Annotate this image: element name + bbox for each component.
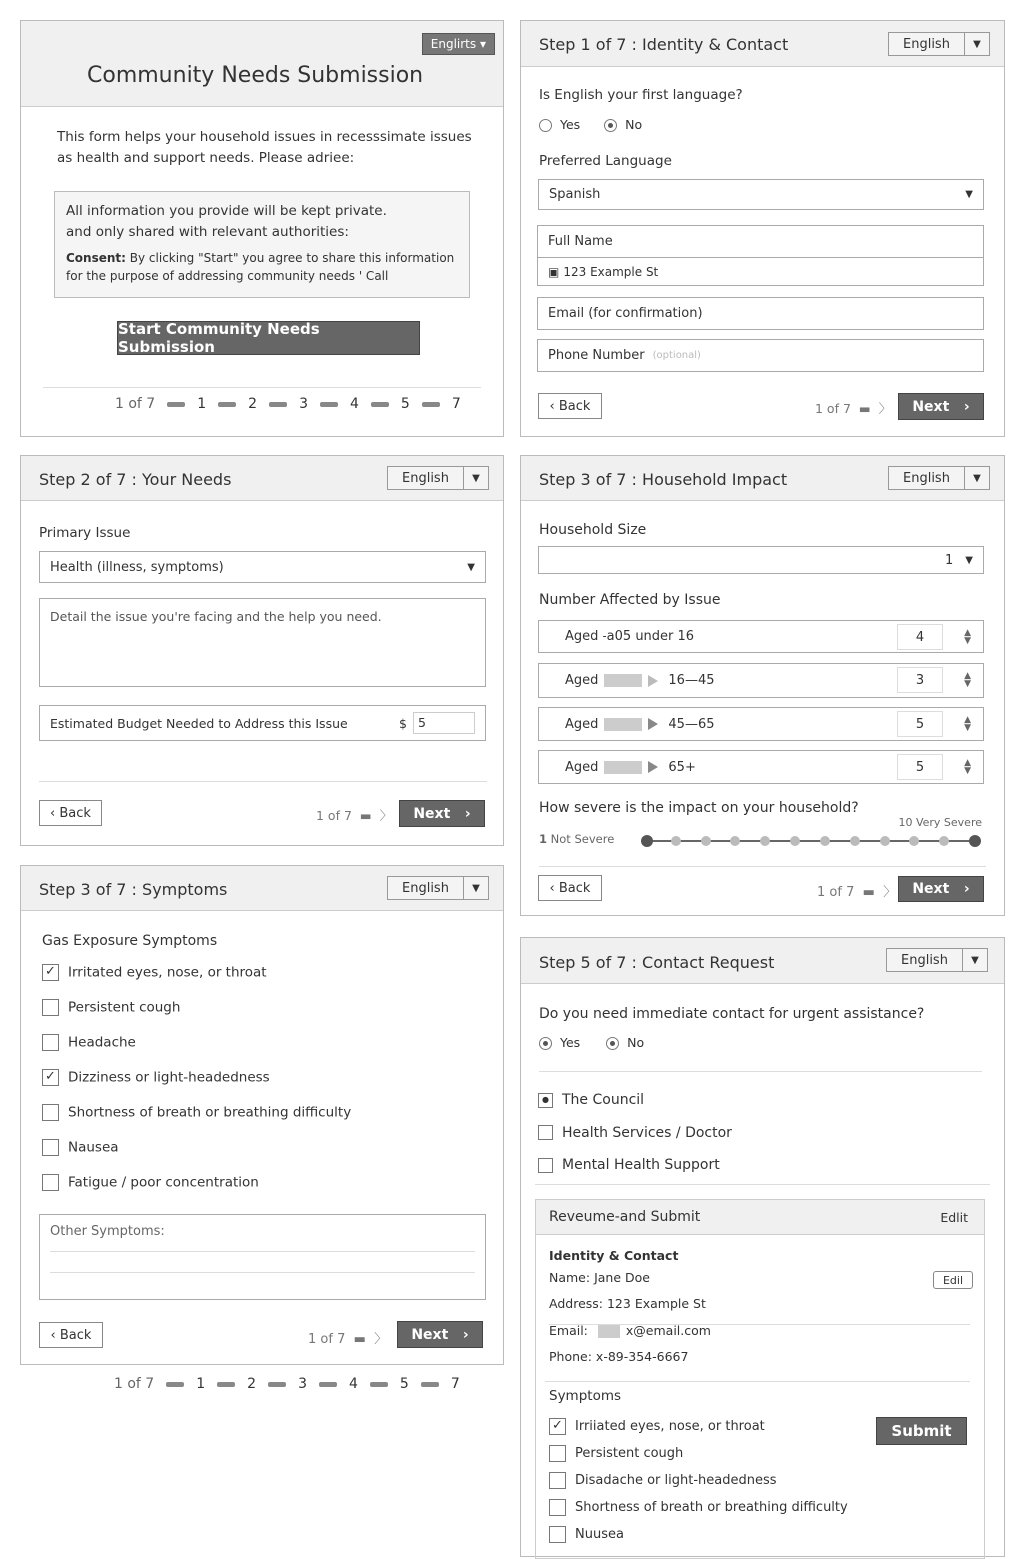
chevron-down-icon: ▼ (964, 467, 989, 489)
chevron-down-icon: ▼ (962, 949, 987, 971)
review-box (535, 1199, 985, 1559)
page-title: Community Needs Submission (87, 63, 424, 88)
symptom-label: Nuusea (575, 1527, 624, 1542)
preferred-language-label: Preferred Language (539, 153, 672, 169)
consent-label: Consent: (66, 251, 126, 265)
chevron-right-icon: › (462, 1326, 469, 1343)
language-value: English (903, 36, 950, 52)
min-label: 1 Not Severe (539, 832, 615, 846)
budget-input[interactable]: 5 (413, 712, 475, 734)
checkbox-icon[interactable] (42, 1139, 59, 1156)
urgent-question: Do you need immediate contact for urgent assistance? (539, 1006, 925, 1022)
language-value: English (903, 470, 950, 486)
privacy-line: All information you provide will be kept private. (66, 203, 387, 219)
slider-step[interactable] (701, 836, 711, 846)
pager-label: 1 of 7 (115, 396, 156, 412)
slider-step[interactable] (671, 836, 681, 846)
email-field[interactable]: Email (for confirmation) (537, 297, 984, 330)
step-title: Step 5 of 7 : Contact Request (539, 953, 775, 972)
step-link[interactable]: 4 (348, 1376, 358, 1392)
phone-field[interactable]: Phone Number (optional) (537, 339, 984, 372)
privacy-line: and only shared with relevant authorities: (66, 224, 349, 240)
symptom-label: Irriiated eyes, nose, or throat (575, 1419, 765, 1434)
symptom-checkbox[interactable] (42, 1034, 351, 1069)
language-value: English (901, 952, 948, 968)
language-value: English (402, 470, 449, 486)
review-title: Reveume-and Submit (549, 1209, 701, 1225)
max-label: 10 Very Severe (898, 816, 982, 829)
step-link[interactable]: 2 (247, 1376, 257, 1392)
consent-text: By clicking "Start" you agree to share this information (129, 251, 455, 265)
household-panel (520, 455, 1005, 916)
divider (539, 1071, 982, 1072)
symptom-label: Dizziness or light-headedness (68, 1069, 270, 1086)
count-input[interactable]: 4 (897, 624, 943, 650)
divider (43, 387, 481, 388)
dash (269, 402, 287, 407)
symptom-checkbox[interactable] (549, 1472, 848, 1499)
step-link[interactable]: 3 (299, 396, 308, 412)
review-edit-link[interactable]: Edlit (940, 1209, 968, 1225)
symptom-list (42, 964, 351, 1209)
symptom-label: Persistent cough (575, 1446, 684, 1461)
dash (218, 402, 236, 407)
contact-option[interactable]: Mental Health Support (538, 1149, 732, 1182)
language-radio-group (539, 117, 642, 132)
contact-option[interactable]: Health Services / Doctor (538, 1117, 732, 1150)
affected-row: Aged 16—45 3 ▲ ▼ (538, 663, 984, 698)
checkbox-icon[interactable] (549, 1445, 566, 1462)
chevron-down-icon: ▼ (467, 561, 475, 573)
household-size-select[interactable]: 1 ▼ (538, 546, 984, 574)
symptom-checkbox[interactable] (42, 964, 351, 999)
other-symptoms-textarea[interactable]: Other Symptoms: (39, 1214, 486, 1300)
slider-step[interactable] (760, 836, 770, 846)
divider (535, 1184, 990, 1185)
question-label: Is English your first language? (539, 87, 743, 103)
back-button[interactable]: ‹ Back (538, 875, 602, 901)
edit-identity-button[interactable]: Edil (933, 1271, 973, 1289)
intro-description: This form helps your household issues in recesssimate issues as health and support needs. Please adriee: (57, 129, 472, 166)
chevron-down-icon: ▼ (965, 554, 973, 566)
count-input[interactable]: 3 (897, 667, 943, 693)
step1-panel (520, 20, 1005, 437)
household-size-label: Household Size (539, 522, 647, 538)
step-link[interactable]: 1 (196, 1376, 206, 1392)
symptom-label: Headache (68, 1034, 136, 1051)
slider-step[interactable] (939, 836, 949, 846)
primary-issue-label: Primary Issue (39, 525, 131, 541)
checkbox-checked-icon[interactable]: ✓ (549, 1418, 566, 1435)
chevron-right-icon: › (963, 881, 970, 897)
step-link[interactable]: 3 (298, 1376, 307, 1392)
step-link[interactable]: 5 (399, 1376, 409, 1392)
slider-step[interactable] (909, 836, 919, 846)
chevron-down-icon: ▼ (463, 877, 488, 899)
next-button[interactable]: Next › (898, 393, 984, 420)
language-select[interactable] (387, 876, 489, 900)
preferred-language-select[interactable]: Spanish ▼ (538, 179, 984, 210)
privacy-box (54, 191, 470, 298)
stepper-icon[interactable]: ▲ ▼ (964, 715, 971, 733)
language-value: Englirts (430, 37, 477, 51)
slider-step[interactable] (730, 836, 740, 846)
contact-request-panel (520, 937, 1005, 1557)
symptom-label: Irritated eyes, nose, or throat (68, 964, 267, 981)
dash (320, 402, 338, 407)
language-select[interactable] (886, 948, 988, 972)
stepper-icon[interactable]: ▲ ▼ (964, 758, 971, 776)
radio-no[interactable]: No (606, 1035, 644, 1050)
step-title: Step 3 of 7 : Symptoms (39, 880, 228, 899)
step-link[interactable]: 2 (248, 396, 258, 412)
pager-label: 1 of 7 ▬ 〉 (308, 1332, 388, 1347)
chevron-down-icon: ▾ (479, 37, 486, 51)
chevron-down-icon: ▼ (463, 467, 488, 489)
contact-options (538, 1084, 732, 1182)
start-button[interactable]: Start Community Needs Submission (117, 321, 420, 355)
next-button[interactable]: Next › (898, 876, 984, 902)
contact-option[interactable]: ● The Council (538, 1084, 732, 1117)
consent-text: for the purpose of addressing community needs ' Call (66, 269, 389, 283)
affected-row: Aged ˗a05 under 16 4 ▲ ▼ (538, 620, 984, 653)
step-link[interactable]: 7 (451, 396, 461, 412)
full-name-field[interactable]: Full Name (537, 225, 984, 258)
bottom-step-pager (114, 1376, 460, 1392)
symptoms-heading: Symptoms (549, 1388, 622, 1404)
language-select[interactable] (387, 466, 489, 490)
symptoms-group-label: Gas Exposure Symptoms (42, 933, 218, 949)
language-select[interactable] (888, 32, 990, 56)
review-name: Name: Jane Doe (549, 1270, 650, 1285)
checkbox-icon[interactable] (42, 1034, 59, 1051)
step-link[interactable]: 7 (450, 1376, 460, 1392)
slider-step[interactable] (790, 836, 800, 846)
back-button[interactable]: ‹ Back (39, 800, 102, 826)
chevron-left-icon: ‹ (549, 398, 559, 414)
severity-question: How severe is the impact on your household? (539, 800, 859, 816)
chevron-right-icon: › (963, 398, 970, 415)
divider (539, 866, 986, 867)
step-title: Step 1 of 7 : Identity & Contact (539, 35, 789, 54)
review-address: Address: 123 Example St (549, 1296, 706, 1311)
radio-no[interactable]: No (604, 117, 642, 132)
affected-label: Number Affected by Issue (539, 592, 721, 608)
language-select[interactable] (888, 466, 990, 490)
count-input[interactable]: 5 (897, 754, 943, 780)
affected-row: Aged 45—65 5 ▲ ▼ (538, 707, 984, 741)
review-phone: Phone: x-89-354-6667 (549, 1349, 689, 1364)
symptom-checkbox[interactable] (42, 1139, 351, 1174)
chevron-right-icon: › (464, 805, 471, 822)
step-title: Step 3 of 7 : Household Impact (539, 470, 788, 489)
next-button[interactable]: Next › (399, 800, 485, 827)
identity-heading: Identity & Contact (549, 1248, 679, 1263)
language-select[interactable] (422, 33, 495, 55)
symptom-checkbox[interactable] (549, 1526, 848, 1553)
checkbox-icon[interactable] (42, 999, 59, 1016)
symptom-label: Disadache or light-headedness (575, 1473, 777, 1488)
pager-label: 1 of 7 ▬ 〉 (815, 401, 892, 416)
symptom-label: Shortness of breath or breathing difficulty (575, 1500, 848, 1515)
submit-button[interactable]: Submit (876, 1417, 967, 1445)
step-pager (115, 396, 461, 412)
symptom-checkbox[interactable] (549, 1418, 848, 1445)
checkbox-icon[interactable] (549, 1499, 566, 1516)
back-button[interactable]: ‹ Back (39, 1322, 103, 1348)
divider (545, 1381, 970, 1382)
dash (422, 402, 440, 407)
severity-slider[interactable] (641, 834, 981, 848)
symptom-checkbox[interactable] (549, 1499, 848, 1526)
step-title: Step 2 of 7 : Your Needs (39, 470, 232, 489)
intro-panel (20, 20, 504, 437)
chevron-down-icon: ▼ (964, 33, 989, 55)
chevron-down-icon: ▼ (965, 189, 973, 200)
checkbox-icon[interactable] (549, 1472, 566, 1489)
divider (39, 781, 487, 782)
affected-row: Aged 65+ 5 ▲ ▼ (538, 750, 984, 784)
review-email: Email: x@email.com (549, 1323, 711, 1338)
step-link[interactable]: 5 (400, 396, 410, 412)
symptom-label: Fatigue / poor concentration (68, 1174, 259, 1191)
checkbox-checked-icon[interactable]: ✓ (42, 964, 59, 981)
slider-step[interactable] (880, 836, 890, 846)
count-input[interactable]: 5 (897, 711, 943, 737)
dash (371, 402, 389, 407)
symptom-label: Nausea (68, 1139, 119, 1156)
detail-textarea[interactable]: Detail the issue you're facing and the help you need. (39, 598, 486, 687)
primary-issue-select[interactable]: Health (illness, symptoms) ▼ (39, 551, 486, 583)
pager-label: 1 of 7 (114, 1376, 155, 1392)
stepper-icon[interactable]: ▲ ▼ (964, 671, 971, 689)
stepper-icon[interactable]: ▲ ▼ (964, 628, 971, 646)
step-link[interactable]: 1 (197, 396, 207, 412)
language-value: English (402, 880, 449, 896)
radio-yes[interactable]: Yes (539, 117, 580, 132)
review-symptom-list (549, 1418, 848, 1553)
pager-label: 1 of 7 ▬ 〉 (817, 885, 897, 900)
pager-label: 1 of 7 ▬ 〉 (316, 808, 393, 823)
slider-step[interactable] (850, 836, 860, 846)
radio-yes[interactable]: Yes (539, 1035, 580, 1050)
symptom-label: Shortness of breath or breathing difficulty (68, 1104, 352, 1121)
step2-panel (20, 455, 504, 846)
symptom-checkbox[interactable] (549, 1445, 848, 1472)
slider-handle[interactable] (969, 835, 981, 847)
step-link[interactable]: 4 (349, 396, 359, 412)
slider-step[interactable] (820, 836, 830, 846)
back-button[interactable]: ‹ Back (538, 393, 602, 419)
checkbox-checked-icon[interactable]: ✓ (42, 1069, 59, 1086)
dash (167, 402, 185, 407)
symptom-checkbox[interactable] (42, 1069, 351, 1104)
checkbox-icon[interactable] (42, 1104, 59, 1121)
next-button[interactable]: Next › (397, 1321, 483, 1348)
symptom-checkbox[interactable] (42, 1174, 351, 1209)
checkbox-icon[interactable] (549, 1526, 566, 1543)
address-icon: ▣ (548, 264, 560, 279)
checkbox-icon[interactable] (42, 1174, 59, 1191)
symptom-label: Persistent cough (68, 999, 181, 1016)
slider-handle[interactable] (641, 835, 653, 847)
symptom-checkbox[interactable] (42, 1104, 351, 1139)
symptoms-panel (20, 865, 504, 1365)
budget-field[interactable]: Estimated Budget Needed to Address this Issue $ 5 (39, 705, 486, 741)
urgent-radio-group (539, 1035, 644, 1050)
address-field[interactable]: ▣ 123 Example St (537, 257, 984, 286)
symptom-checkbox[interactable] (42, 999, 351, 1034)
